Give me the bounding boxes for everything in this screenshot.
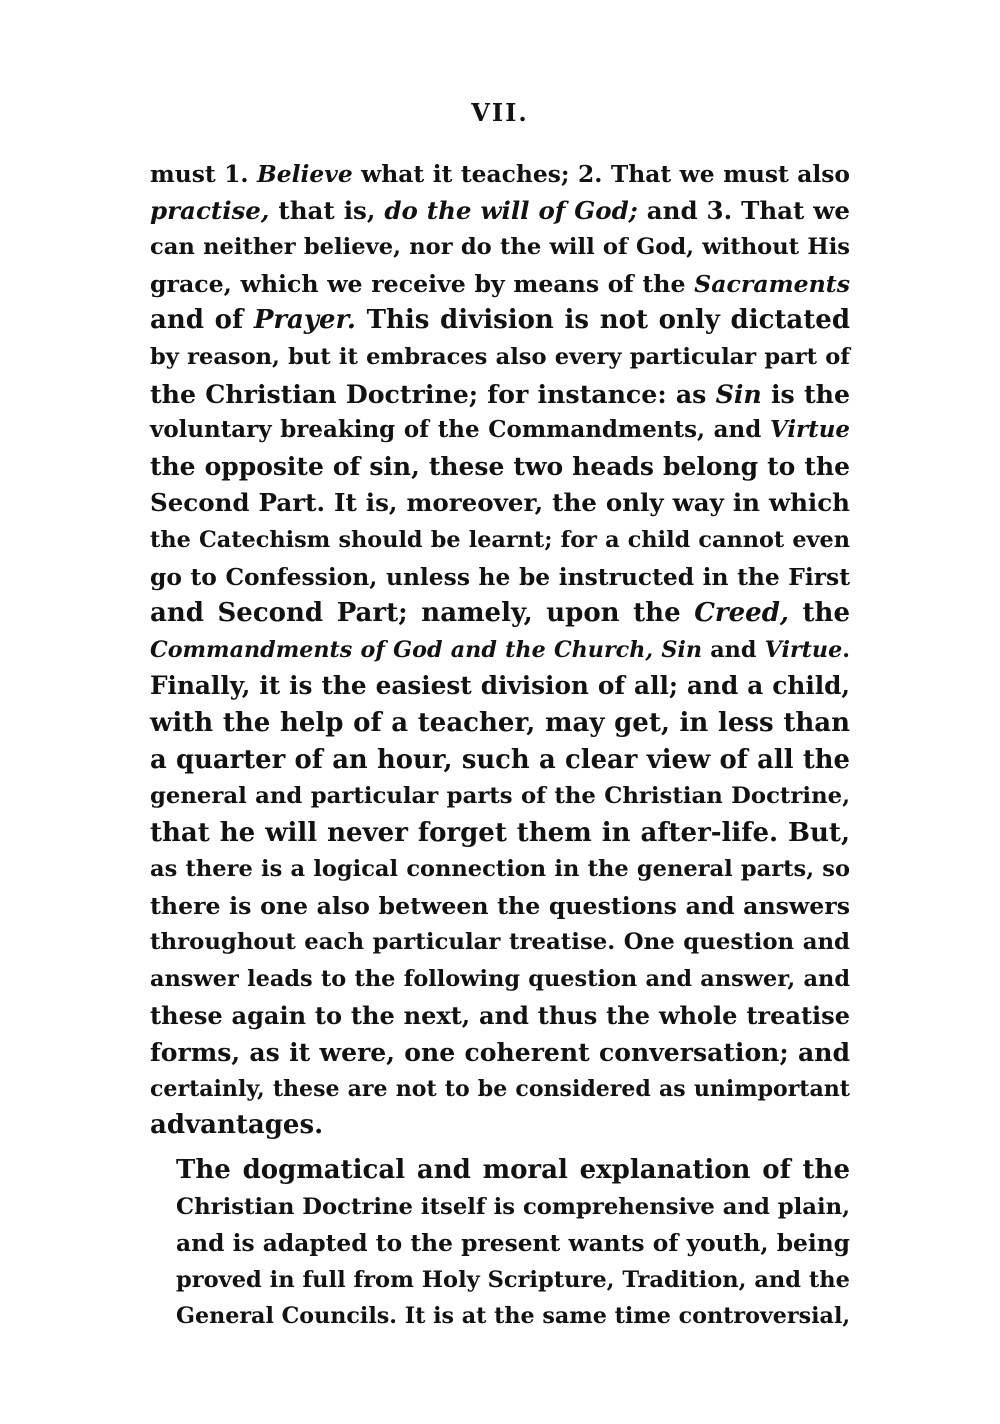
text-line: there is one also between the questions and answers — [150, 891, 850, 920]
text-line: must 1. Believe what it teaches; 2. That we must also — [150, 160, 851, 188]
paragraph-1 — [150, 156, 850, 1144]
text-line: by reason, but it embraces also every particular part of — [150, 343, 850, 370]
text-line: Second Part. It is, moreover, the only way in which — [150, 488, 850, 518]
page-number: VII. — [471, 98, 529, 127]
text-line: and of Prayer. This division is not only dictated — [150, 305, 850, 336]
text-line: Christian Doctrine itself is comprehensive and plain, — [176, 1193, 851, 1220]
text-line: forms, as it were, one coherent conversation; and — [150, 1037, 850, 1068]
text-line: certainly, these are not to be considered as unimportant — [150, 1075, 850, 1102]
text-line: and is adapted to the present wants of youth, being — [176, 1229, 850, 1258]
text-line: The dogmatical and moral explanation of the — [176, 1155, 850, 1185]
text-line: the Catechism should be learnt; for a child cannot even — [150, 526, 850, 553]
paragraph-2 — [150, 1152, 850, 1335]
text-line: as there is a logical connection in the general parts, so — [150, 856, 850, 883]
text-line: that he will never forget them in after-life. But, — [150, 817, 850, 848]
text-line: advantages. — [150, 1110, 324, 1141]
text-line: general and particular parts of the Christian Doctrine, — [150, 783, 850, 810]
text-line: grace, which we receive by means of the Sacraments — [150, 269, 850, 298]
text-line: General Councils. It is at the same time controversial, — [176, 1303, 851, 1330]
text-line: throughout each particular treatise. One question and — [150, 929, 850, 956]
text-line: and Second Part; namely, upon the Creed, the — [150, 598, 851, 629]
text-line: can neither believe, nor do the will of God, without His — [150, 234, 850, 261]
text-line: practise, that is, do the will of God; and 3. That we — [150, 195, 850, 225]
text-line: Finally, it is the easiest division of all; and a child, — [150, 671, 850, 701]
text-line: voluntary breaking of the Commandments, and Virtue — [150, 416, 850, 444]
text-line: the opposite of sin, these two heads belong to the — [150, 451, 850, 481]
text-line: Commandments of God and the Church, Sin and Virtue. — [150, 636, 850, 663]
text-line: go to Confession, unless he be instructed in the First — [150, 562, 850, 591]
text-line: these again to the next, and thus the whole treatise — [150, 1000, 850, 1030]
text-line: with the help of a teacher, may get, in less than — [150, 707, 850, 738]
text-line: proved in full from Holy Scripture, Tradition, and the — [176, 1266, 850, 1293]
text-line: the Christian Doctrine; for instance: as Sin is the — [150, 378, 850, 409]
text-line: answer leads to the following question and answer, and — [150, 966, 850, 993]
text-line: a quarter of an hour, such a clear view of all the — [150, 744, 850, 775]
